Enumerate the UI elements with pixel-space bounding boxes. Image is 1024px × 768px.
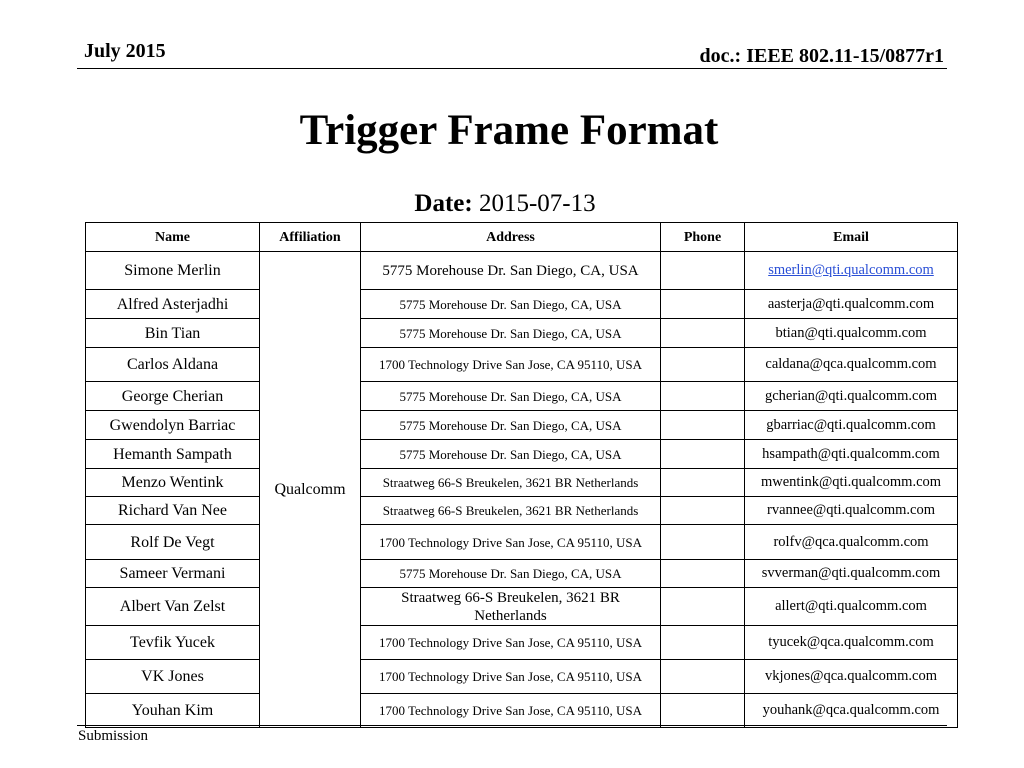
date-label: Date: (414, 190, 473, 217)
author-name: Richard Van Nee (86, 497, 260, 525)
author-email: tyucek@qca.qualcomm.com (745, 626, 958, 660)
author-name: Menzo Wentink (86, 469, 260, 497)
header-address: Address (361, 223, 661, 252)
date-line (0, 190, 1010, 218)
author-phone (661, 497, 745, 525)
table-row (86, 694, 958, 728)
header-date: July 2015 (84, 40, 166, 62)
author-name: George Cherian (86, 382, 260, 411)
header-rule (77, 68, 947, 69)
table-row (86, 440, 958, 469)
author-name: Bin Tian (86, 319, 260, 348)
email-link[interactable]: smerlin@qti.qualcomm.com (768, 262, 934, 278)
table-row (86, 382, 958, 411)
author-email: hsampath@qti.qualcomm.com (745, 440, 958, 469)
author-email: caldana@qca.qualcomm.com (745, 348, 958, 382)
author-phone (661, 290, 745, 319)
table-row (86, 560, 958, 588)
author-email: svverman@qti.qualcomm.com (745, 560, 958, 588)
table-row (86, 626, 958, 660)
author-address: 1700 Technology Drive San Jose, CA 95110, USA (361, 525, 661, 560)
header-name: Name (86, 223, 260, 252)
table-row (86, 252, 958, 290)
table-row (86, 290, 958, 319)
author-name: Youhan Kim (86, 694, 260, 728)
header-affiliation: Affiliation (260, 223, 361, 252)
author-address: 1700 Technology Drive San Jose, CA 95110, USA (361, 626, 661, 660)
author-email: allert@qti.qualcomm.com (745, 588, 958, 626)
header-doc-id: doc.: IEEE 802.11-15/0877r1 (699, 45, 944, 67)
author-address: 5775 Morehouse Dr. San Diego, CA, USA (361, 411, 661, 440)
author-name: Hemanth Sampath (86, 440, 260, 469)
author-phone (661, 525, 745, 560)
author-phone (661, 560, 745, 588)
author-phone (661, 348, 745, 382)
header-email: Email (745, 223, 958, 252)
author-phone (661, 411, 745, 440)
authors-table (85, 222, 958, 728)
table-row (86, 497, 958, 525)
table-header-row (86, 223, 958, 252)
header-phone: Phone (661, 223, 745, 252)
author-name: VK Jones (86, 660, 260, 694)
table-row (86, 319, 958, 348)
author-address: 1700 Technology Drive San Jose, CA 95110, USA (361, 348, 661, 382)
footer-rule (77, 725, 947, 726)
author-address: 5775 Morehouse Dr. San Diego, CA, USA (361, 560, 661, 588)
author-email: gbarriac@qti.qualcomm.com (745, 411, 958, 440)
author-name: Tevfik Yucek (86, 626, 260, 660)
author-email: vkjones@qca.qualcomm.com (745, 660, 958, 694)
author-phone (661, 694, 745, 728)
author-name: Simone Merlin (86, 252, 260, 290)
author-phone (661, 319, 745, 348)
author-email: gcherian@qti.qualcomm.com (745, 382, 958, 411)
author-name: Alfred Asterjadhi (86, 290, 260, 319)
author-address: 5775 Morehouse Dr. San Diego, CA, USA (361, 290, 661, 319)
author-address: 1700 Technology Drive San Jose, CA 95110, USA (361, 694, 661, 728)
author-email: youhank@qca.qualcomm.com (745, 694, 958, 728)
affiliation-cell: Qualcomm (260, 252, 361, 728)
author-email (745, 252, 958, 290)
table-row (86, 588, 958, 626)
author-phone (661, 660, 745, 694)
author-phone (661, 588, 745, 626)
author-address: Straatweg 66-S Breukelen, 3621 BR Netherlands (361, 497, 661, 525)
author-name: Gwendolyn Barriac (86, 411, 260, 440)
table-row (86, 525, 958, 560)
author-email: mwentink@qti.qualcomm.com (745, 469, 958, 497)
author-phone (661, 440, 745, 469)
table-row (86, 469, 958, 497)
author-address: Straatweg 66-S Breukelen, 3621 BR Netherlands (361, 469, 661, 497)
author-name: Rolf De Vegt (86, 525, 260, 560)
author-name: Carlos Aldana (86, 348, 260, 382)
author-phone (661, 252, 745, 290)
author-address: 5775 Morehouse Dr. San Diego, CA, USA (361, 319, 661, 348)
author-address: 1700 Technology Drive San Jose, CA 95110, USA (361, 660, 661, 694)
slide-title: Trigger Frame Format (299, 107, 719, 154)
table-row (86, 348, 958, 382)
author-address: 5775 Morehouse Dr. San Diego, CA, USA (361, 440, 661, 469)
author-address: 5775 Morehouse Dr. San Diego, CA, USA (361, 382, 661, 411)
author-email: btian@qti.qualcomm.com (745, 319, 958, 348)
author-email: rvannee@qti.qualcomm.com (745, 497, 958, 525)
author-address: 5775 Morehouse Dr. San Diego, CA, USA (361, 252, 661, 290)
author-name: Sameer Vermani (86, 560, 260, 588)
author-phone (661, 626, 745, 660)
author-address: Straatweg 66-S Breukelen, 3621 BR Netherlands (361, 588, 661, 626)
footer-submission: Submission (78, 728, 149, 744)
author-phone (661, 382, 745, 411)
date-value: 2015-07-13 (478, 190, 596, 217)
table-row (86, 411, 958, 440)
table-row (86, 660, 958, 694)
author-phone (661, 469, 745, 497)
author-name: Albert Van Zelst (86, 588, 260, 626)
author-email: rolfv@qca.qualcomm.com (745, 525, 958, 560)
author-email: aasterja@qti.qualcomm.com (745, 290, 958, 319)
